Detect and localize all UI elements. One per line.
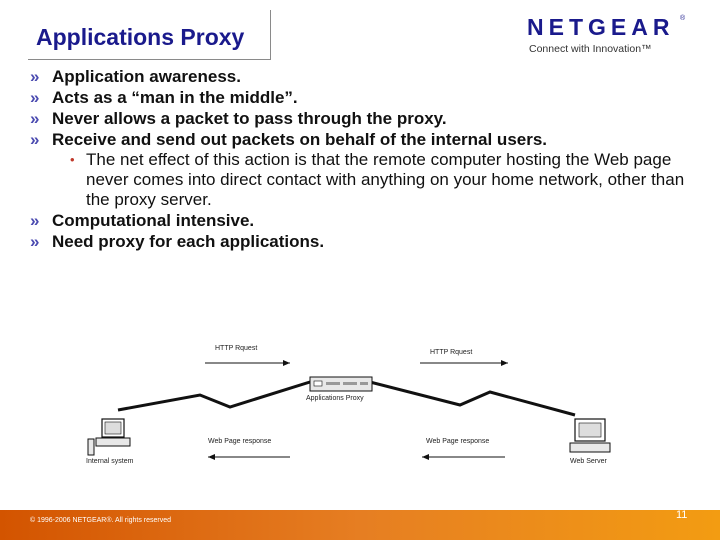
bullet-item (30, 108, 710, 129)
sub-bullet-dot-icon: • (70, 152, 75, 167)
link-internal-to-proxy (118, 382, 310, 410)
bullet-marker-icon: » (30, 211, 40, 230)
page-number: 11 (676, 509, 688, 521)
title-divider (270, 10, 271, 60)
bullet-text: Receive and send out packets on behalf of the internal users. (52, 130, 548, 149)
bullet-marker-icon: » (30, 88, 40, 107)
copyright-notice: © 1996-2006 NETGEAR®. All rights reserved (30, 517, 172, 524)
proxy-server-icon (310, 377, 372, 391)
bullet-text: Application awareness. (52, 67, 241, 86)
http-request-label-right: HTTP Rquest (430, 349, 473, 356)
bullet-item (30, 231, 710, 252)
internal-system-label: Internal system (86, 458, 134, 465)
bullet-marker-icon: » (30, 67, 40, 86)
logo-registered-mark: ® (680, 15, 686, 22)
web-response-label-left: Web Page response (208, 438, 272, 445)
web-response-label-right: Web Page response (426, 438, 490, 445)
bullet-list (30, 66, 710, 252)
sub-bullet-item (66, 150, 710, 210)
bullet-item (30, 87, 710, 108)
sub-bullet-text: The net effect of this action is that the remote computer hosting the Web page never comes into direct contact with anything on your home network, other than the proxy server. (86, 150, 685, 209)
bullet-text: Computational intensive. (52, 211, 255, 230)
bullet-text: Acts as a “man in the middle”. (52, 88, 298, 107)
logo-tagline: Connect with Innovation™ (529, 43, 652, 55)
proxy-label: Applications Proxy (306, 395, 364, 402)
logo-wordmark: NETGEAR (527, 14, 675, 40)
proxy-diagram (80, 335, 620, 470)
bullet-marker-icon: » (30, 130, 40, 149)
netgear-logo (523, 14, 693, 56)
bullet-text: Never allows a packet to pass through the proxy. (52, 109, 447, 128)
bullet-marker-icon: » (30, 232, 40, 251)
bullet-text: Need proxy for each applications. (52, 232, 325, 251)
footer-bar (0, 510, 720, 540)
bullet-marker-icon: » (30, 109, 40, 128)
internal-computer-icon (88, 419, 130, 455)
bullet-item (30, 129, 710, 150)
slide-title: Applications Proxy (36, 24, 245, 50)
title-underline (28, 59, 270, 60)
link-proxy-to-server (370, 382, 575, 415)
http-request-label-left: HTTP Rquest (215, 345, 258, 352)
bullet-item (30, 66, 710, 87)
web-server-icon (570, 419, 610, 452)
web-server-label: Web Server (570, 458, 607, 465)
bullet-item (30, 210, 710, 231)
